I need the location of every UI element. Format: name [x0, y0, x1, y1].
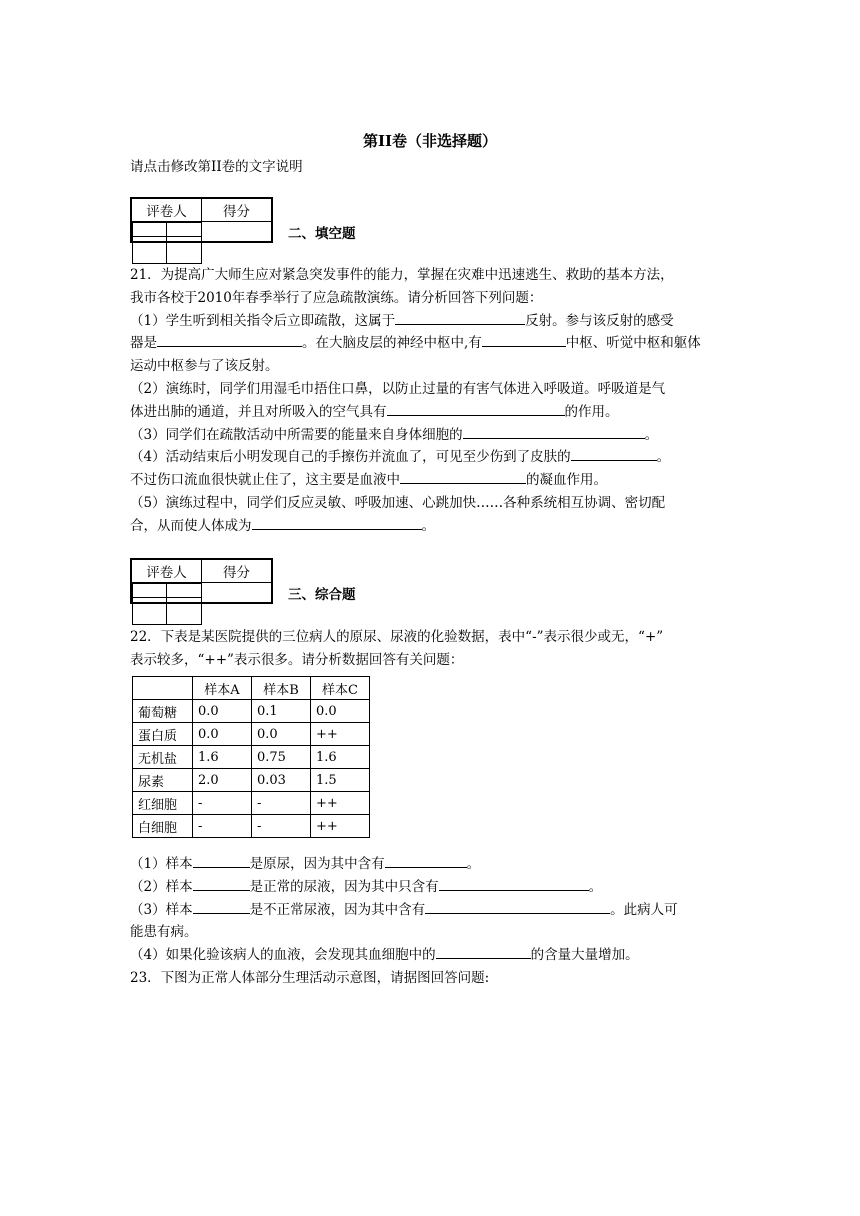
answer-blank[interactable]: [482, 332, 566, 347]
table-cell: -: [193, 792, 252, 815]
answer-blank[interactable]: [436, 944, 531, 959]
grader-header: 评卷人: [131, 559, 202, 583]
q21-part2-line1: （2）演练时，同学们用湿毛巾捂住口鼻，以防止过量的有害气体进入呼吸道。呼吸道是气: [130, 380, 666, 397]
q21-part1-line2: 器是 。在大脑皮层的神经中枢中,有 中枢、听觉中枢和躯体: [130, 332, 735, 355]
table-cell: 尿素: [133, 769, 193, 792]
table-cell: 蛋白质: [133, 723, 193, 746]
q22-sub2: （2）样本 是正常的尿液，因为其中只含有 。: [130, 876, 735, 899]
table-cell: 0.03: [252, 769, 311, 792]
urine-data-table: [132, 676, 370, 838]
table-row: [133, 723, 370, 746]
table-cell: ++: [311, 815, 370, 838]
q21-part2-line2: 体进出肺的通道，并且对所吸入的空气具有 的作用。: [130, 401, 735, 424]
answer-blank[interactable]: [193, 899, 250, 914]
answer-blank[interactable]: [193, 876, 250, 891]
answer-blank[interactable]: [395, 310, 525, 325]
section3-title: 三、综合题: [288, 587, 356, 603]
answer-blank[interactable]: [425, 899, 610, 914]
q21-intro-line2: 我市各校于2010年春季举行了应急疏散演练。请分析回答下列问题：: [130, 289, 543, 306]
table-cell: -: [252, 792, 311, 815]
q21-part4-line1: （4）活动结束后小明发现自己的手擦伤并流血了，可见至少伤到了皮肤的 。: [130, 446, 735, 469]
page-subtitle[interactable]: 请点击修改第II卷的文字说明: [130, 159, 303, 175]
table-cell: 0.1: [252, 700, 311, 723]
q21-part4-line2: 不过伤口流血很快就止住了，这主要是血液中 的凝血作用。: [130, 469, 735, 492]
q21-part5-line1: （5）演练过程中，同学们反应灵敏、呼吸加速、心跳加快……各种系统相互协调、密切配: [130, 494, 666, 511]
table-cell: 0.0: [193, 700, 252, 723]
table-cell: 2.0: [193, 769, 252, 792]
q22-sub1: （1）样本 是原尿，因为其中含有 。: [130, 853, 735, 876]
q22-intro-line2: 表示较多，“++”表示很多。请分析数据回答有关问题：: [130, 651, 464, 668]
table-cell: 1.6: [311, 746, 370, 769]
score-header: 得分: [202, 198, 273, 222]
table-cell: ++: [311, 723, 370, 746]
q21-part3: （3）同学们在疏散活动中所需要的能量来自身体细胞的 。: [130, 424, 735, 447]
page-title: 第II卷（非选择题）: [362, 132, 498, 150]
table-cell: 1.5: [311, 769, 370, 792]
question-21: [130, 264, 735, 538]
table-cell: 1.6: [193, 746, 252, 769]
table-cell: 0.75: [252, 746, 311, 769]
table-cell: ++: [311, 792, 370, 815]
table-cell: -: [193, 815, 252, 838]
q23-intro: 23．下图为正常人体部分生理活动示意图，请据图回答问题:: [130, 969, 490, 986]
answer-blank[interactable]: [400, 469, 526, 484]
score-box-section2: [130, 197, 273, 243]
q21-part1-line3: 运动中枢参与了该反射。: [130, 358, 279, 375]
q22-sub4: （4）如果化验该病人的血液，会发现其血细胞中的 的含量大量增加。: [130, 944, 735, 967]
answer-blank[interactable]: [439, 876, 589, 891]
grader-header: 评卷人: [131, 198, 202, 222]
q21-part1-line1: （1）学生听到相关指令后立即疏散，这属于 反射。参与该反射的感受: [130, 310, 735, 333]
grader-cell[interactable]: [133, 223, 167, 264]
table-row: [133, 792, 370, 815]
q21-intro-line1: 21．为提高广大师生应对紧急突发事件的能力，掌握在灾难中迅速逃生、救助的基本方法，: [130, 267, 674, 283]
q22-sub3-line2: 能患有病。: [130, 924, 198, 941]
table-cell: 无机盐: [133, 746, 193, 769]
answer-blank[interactable]: [387, 401, 565, 416]
q21-part5-line2: 合，从而使人体成为 。: [130, 515, 735, 538]
table-row: [133, 815, 370, 838]
grader-cell[interactable]: [133, 584, 167, 625]
table-cell: 0.0: [252, 723, 311, 746]
score-box-section3: [130, 558, 273, 604]
table-header-cell: [133, 677, 193, 700]
table-cell: 红细胞: [133, 792, 193, 815]
score-header: 得分: [202, 559, 273, 583]
answer-blank[interactable]: [157, 332, 302, 347]
answer-blank[interactable]: [252, 515, 422, 530]
table-row: [133, 700, 370, 723]
table-header-cell: 样本C: [311, 677, 370, 700]
table-header-cell: 样本A: [193, 677, 252, 700]
answer-blank[interactable]: [571, 446, 657, 461]
section2-title: 二、填空题: [288, 226, 356, 242]
score-cell[interactable]: [167, 584, 201, 625]
table-cell: -: [252, 815, 311, 838]
question-22-intro: [130, 626, 735, 672]
table-cell: 葡萄糖: [133, 700, 193, 723]
table-row: [133, 769, 370, 792]
score-cell[interactable]: [167, 223, 201, 264]
table-cell: 白细胞: [133, 815, 193, 838]
table-cell: 0.0: [311, 700, 370, 723]
q22-sub3-line1: （3）样本 是不正常尿液，因为其中含有 。此病人可: [130, 899, 735, 922]
table-row: [133, 746, 370, 769]
table-header-cell: 样本B: [252, 677, 311, 700]
answer-blank[interactable]: [463, 424, 645, 439]
question-22-subquestions: [130, 853, 735, 990]
answer-blank[interactable]: [193, 853, 250, 868]
q22-intro-line1: 22．下表是某医院提供的三位病人的原尿、尿液的化验数据，表中“-”表示很少或无，“+”: [130, 629, 664, 645]
table-header-row: [133, 677, 370, 700]
answer-blank[interactable]: [385, 853, 467, 868]
table-cell: 0.0: [193, 723, 252, 746]
